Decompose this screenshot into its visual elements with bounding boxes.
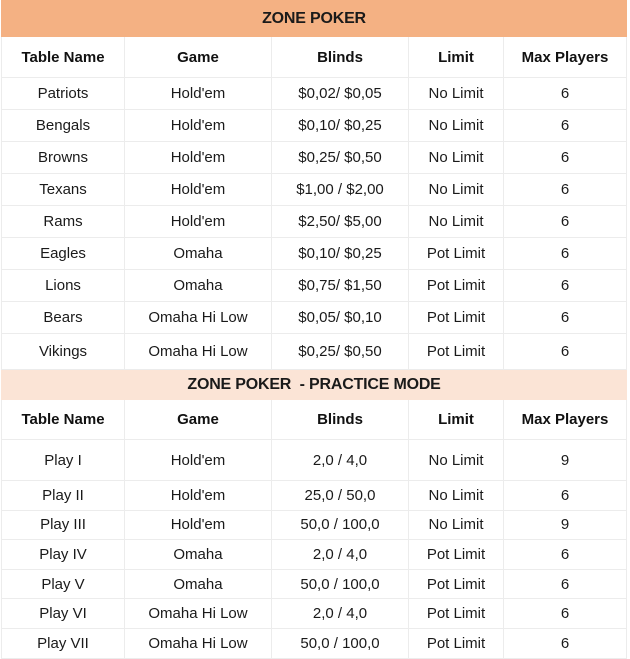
cell-limit: Pot Limit xyxy=(409,569,504,599)
table-row xyxy=(2,174,627,206)
col-header-table-name: Table Name xyxy=(2,400,125,440)
cell-max-players: 6 xyxy=(504,110,627,142)
col-header-limit: Limit xyxy=(409,37,504,78)
cell-limit: No Limit xyxy=(409,110,504,142)
cell-game: Hold'em xyxy=(125,110,272,142)
cell-table-name: Play II xyxy=(2,481,125,511)
table-row xyxy=(2,440,627,481)
table-row xyxy=(2,110,627,142)
cell-limit: No Limit xyxy=(409,510,504,540)
cell-game: Hold'em xyxy=(125,206,272,238)
cell-table-name: Play V xyxy=(2,569,125,599)
cell-max-players: 6 xyxy=(504,78,627,110)
table-row xyxy=(2,302,627,334)
col-header-max-players: Max Players xyxy=(504,37,627,78)
col-header-game: Game xyxy=(125,37,272,78)
cell-game: Omaha Hi Low xyxy=(125,334,272,370)
cell-game: Omaha Hi Low xyxy=(125,628,272,658)
cell-blinds: $0,75/ $1,50 xyxy=(272,270,409,302)
cell-limit: Pot Limit xyxy=(409,628,504,658)
table-row xyxy=(2,238,627,270)
section-header-zone-poker xyxy=(2,1,627,37)
cell-game: Omaha Hi Low xyxy=(125,599,272,629)
cell-limit: No Limit xyxy=(409,78,504,110)
tables-list xyxy=(1,0,627,659)
cell-blinds: $0,10/ $0,25 xyxy=(272,110,409,142)
cell-max-players: 6 xyxy=(504,206,627,238)
cell-table-name: Lions xyxy=(2,270,125,302)
cell-table-name: Eagles xyxy=(2,238,125,270)
cell-max-players: 6 xyxy=(504,142,627,174)
cell-blinds: 2,0 / 4,0 xyxy=(272,440,409,481)
cell-table-name: Play III xyxy=(2,510,125,540)
table-row xyxy=(2,270,627,302)
cell-game: Hold'em xyxy=(125,510,272,540)
cell-max-players: 6 xyxy=(504,628,627,658)
column-header-row xyxy=(2,37,627,78)
cell-limit: No Limit xyxy=(409,206,504,238)
cell-table-name: Play IV xyxy=(2,540,125,570)
cell-limit: Pot Limit xyxy=(409,599,504,629)
cell-blinds: 50,0 / 100,0 xyxy=(272,569,409,599)
cell-game: Hold'em xyxy=(125,440,272,481)
cell-max-players: 6 xyxy=(504,302,627,334)
cell-blinds: 2,0 / 4,0 xyxy=(272,599,409,629)
cell-limit: No Limit xyxy=(409,174,504,206)
cell-max-players: 6 xyxy=(504,599,627,629)
cell-game: Hold'em xyxy=(125,78,272,110)
cell-blinds: $2,50/ $5,00 xyxy=(272,206,409,238)
cell-game: Omaha xyxy=(125,238,272,270)
table-row xyxy=(2,334,627,370)
cell-max-players: 6 xyxy=(504,334,627,370)
cell-table-name: Play VI xyxy=(2,599,125,629)
col-header-game: Game xyxy=(125,400,272,440)
cell-table-name: Browns xyxy=(2,142,125,174)
cell-limit: Pot Limit xyxy=(409,302,504,334)
cell-max-players: 6 xyxy=(504,481,627,511)
table-row xyxy=(2,78,627,110)
cell-max-players: 6 xyxy=(504,174,627,206)
section-title: ZONE POKER - PRACTICE MODE xyxy=(2,370,627,400)
column-header-row xyxy=(2,400,627,440)
table-row xyxy=(2,628,627,658)
table-row xyxy=(2,206,627,238)
cell-limit: No Limit xyxy=(409,142,504,174)
cell-blinds: $0,10/ $0,25 xyxy=(272,238,409,270)
cell-blinds: $0,25/ $0,50 xyxy=(272,334,409,370)
cell-blinds: 2,0 / 4,0 xyxy=(272,540,409,570)
section-header-practice-mode xyxy=(2,370,627,400)
cell-limit: Pot Limit xyxy=(409,270,504,302)
cell-max-players: 6 xyxy=(504,270,627,302)
cell-limit: No Limit xyxy=(409,440,504,481)
cell-blinds: $0,02/ $0,05 xyxy=(272,78,409,110)
table-row xyxy=(2,540,627,570)
table-row xyxy=(2,481,627,511)
zone-poker-tables xyxy=(1,0,626,659)
col-header-table-name: Table Name xyxy=(2,37,125,78)
col-header-limit: Limit xyxy=(409,400,504,440)
cell-game: Hold'em xyxy=(125,174,272,206)
cell-table-name: Vikings xyxy=(2,334,125,370)
cell-max-players: 9 xyxy=(504,440,627,481)
cell-game: Omaha Hi Low xyxy=(125,302,272,334)
cell-blinds: $0,25/ $0,50 xyxy=(272,142,409,174)
cell-blinds: $0,05/ $0,10 xyxy=(272,302,409,334)
cell-game: Omaha xyxy=(125,270,272,302)
cell-table-name: Play I xyxy=(2,440,125,481)
cell-table-name: Rams xyxy=(2,206,125,238)
cell-blinds: 50,0 / 100,0 xyxy=(272,510,409,540)
section-title: ZONE POKER xyxy=(2,1,627,37)
cell-blinds: $1,00 / $2,00 xyxy=(272,174,409,206)
cell-max-players: 6 xyxy=(504,540,627,570)
cell-max-players: 9 xyxy=(504,510,627,540)
table-row xyxy=(2,510,627,540)
cell-table-name: Texans xyxy=(2,174,125,206)
cell-blinds: 50,0 / 100,0 xyxy=(272,628,409,658)
cell-game: Hold'em xyxy=(125,481,272,511)
table-row xyxy=(2,142,627,174)
cell-max-players: 6 xyxy=(504,238,627,270)
cell-game: Omaha xyxy=(125,569,272,599)
col-header-blinds: Blinds xyxy=(272,37,409,78)
col-header-blinds: Blinds xyxy=(272,400,409,440)
table-row xyxy=(2,599,627,629)
cell-table-name: Bears xyxy=(2,302,125,334)
cell-limit: Pot Limit xyxy=(409,334,504,370)
col-header-max-players: Max Players xyxy=(504,400,627,440)
cell-blinds: 25,0 / 50,0 xyxy=(272,481,409,511)
cell-table-name: Patriots xyxy=(2,78,125,110)
table-row xyxy=(2,569,627,599)
cell-table-name: Bengals xyxy=(2,110,125,142)
cell-max-players: 6 xyxy=(504,569,627,599)
cell-table-name: Play VII xyxy=(2,628,125,658)
cell-limit: Pot Limit xyxy=(409,540,504,570)
cell-game: Hold'em xyxy=(125,142,272,174)
cell-game: Omaha xyxy=(125,540,272,570)
cell-limit: No Limit xyxy=(409,481,504,511)
cell-limit: Pot Limit xyxy=(409,238,504,270)
